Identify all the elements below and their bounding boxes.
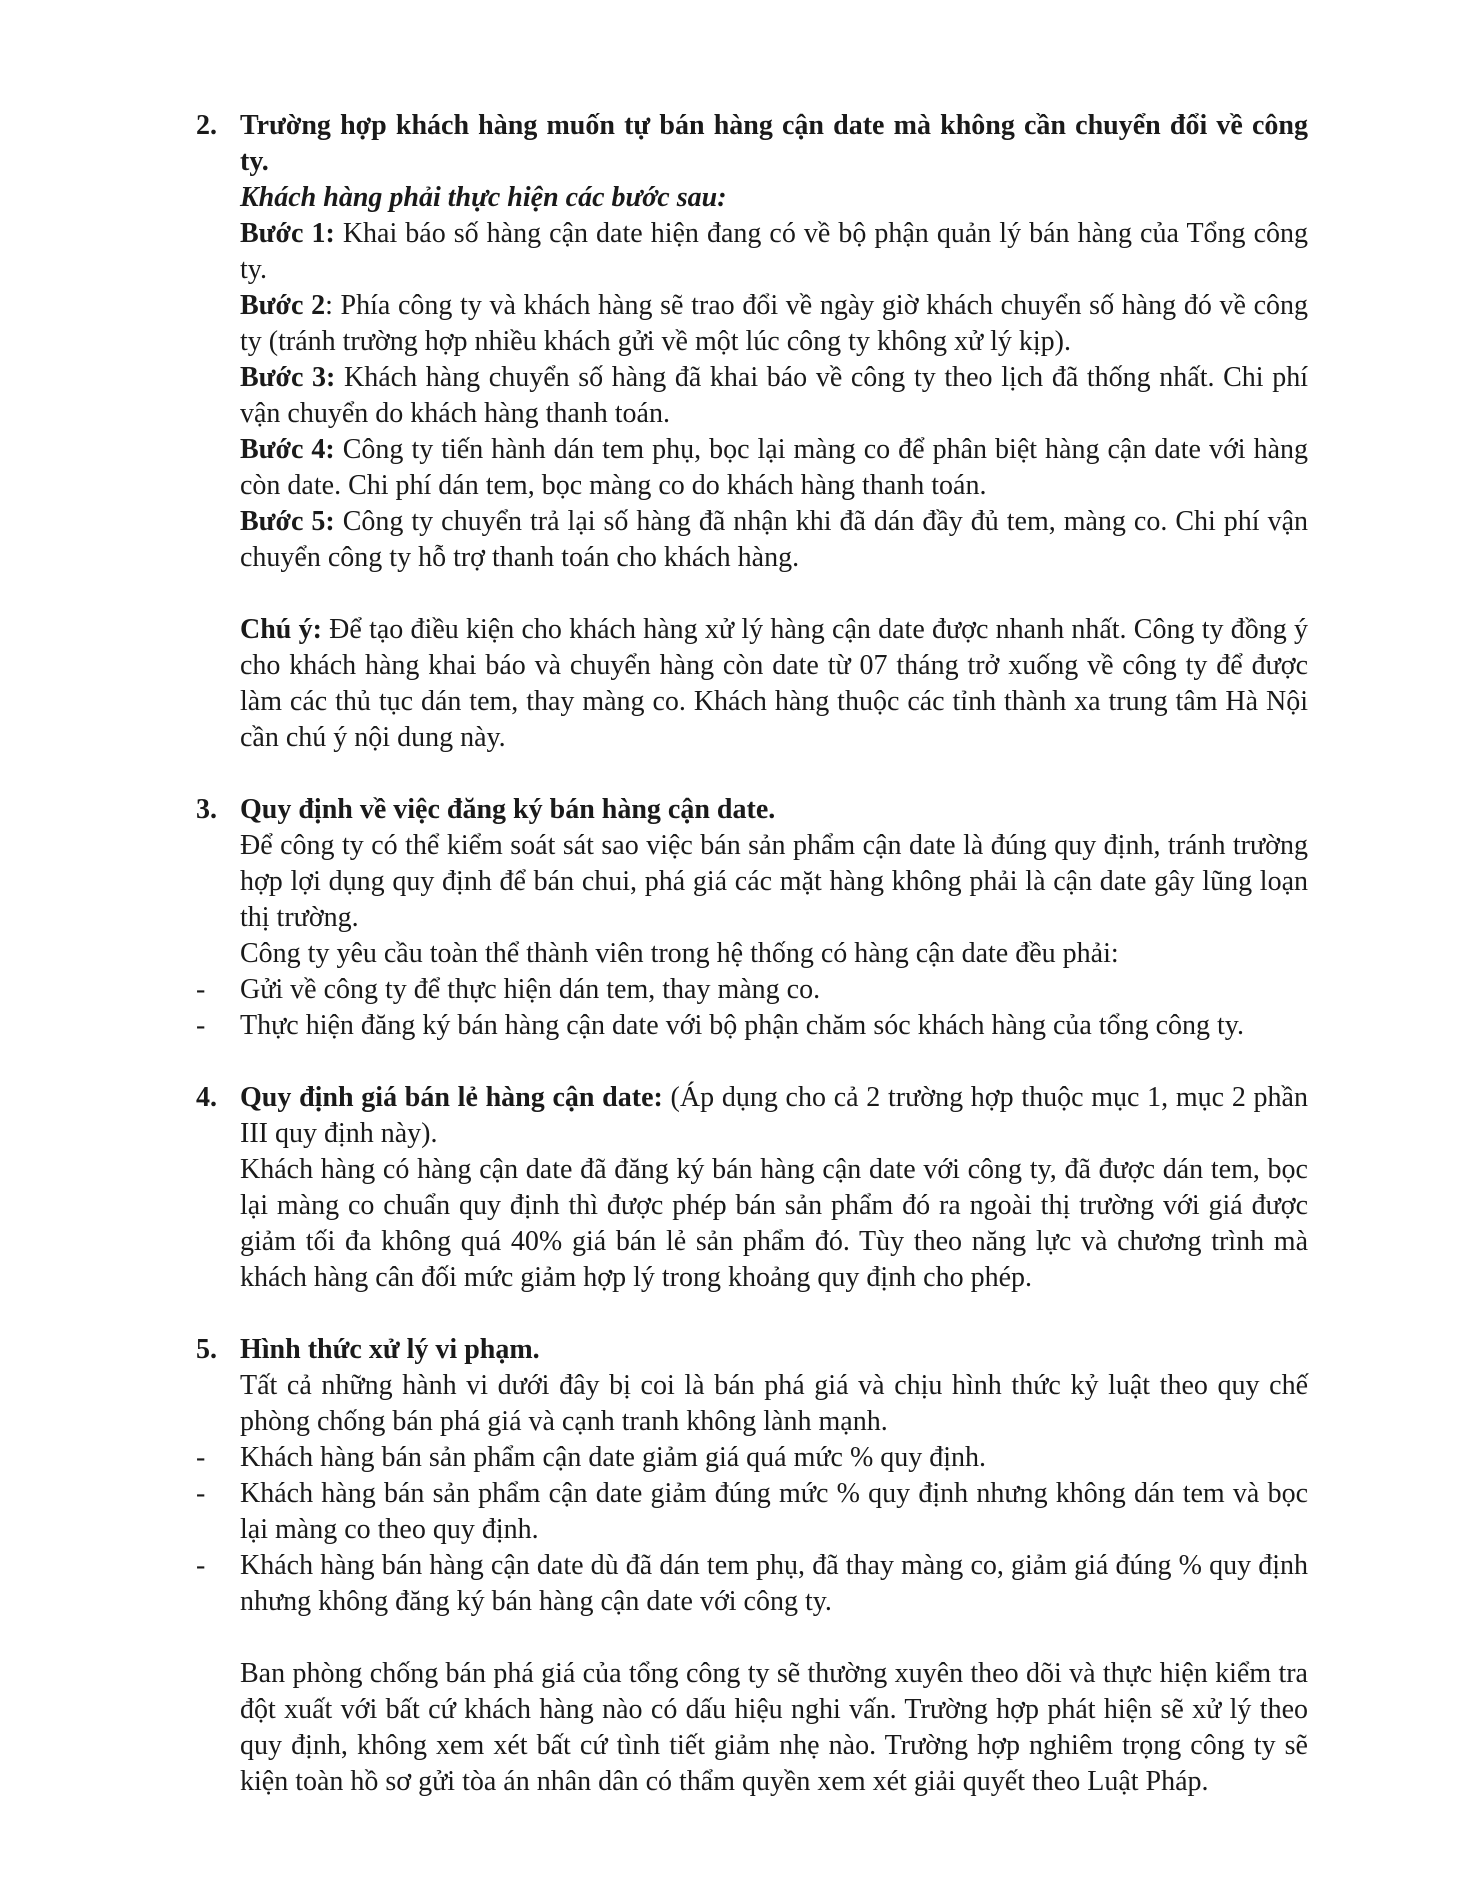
dash-bullet: - [196,1550,206,1581]
bullet-item [196,972,1308,1008]
section-heading: Hình thức xử lý vi phạm. [240,1334,540,1365]
section-number: 2. [196,110,217,141]
dash-bullet: - [196,1442,206,1473]
bullet-text: Thực hiện đăng ký bán hàng cận date với bộ phận chăm sóc khách hàng của tổng công ty. [240,1010,1244,1041]
section-2 [196,108,1308,756]
section-5 [196,1332,1308,1800]
step-1 [240,216,1308,288]
step-5 [240,504,1308,576]
dash-bullet: - [196,1010,206,1041]
section-heading: Quy định giá bán lẻ hàng cận date: [240,1082,663,1113]
bullet-text: Gửi về công ty để thực hiện dán tem, thay màng co. [240,974,821,1005]
step-text: : Phía công ty và khách hàng sẽ trao đổi về ngày giờ khách chuyển số hàng đó về công ty (tránh trường hợp nhiều khách gửi về một lúc công ty không xử lý kịp). [240,290,1308,357]
step-text: Khai báo số hàng cận date hiện đang có về bộ phận quản lý bán hàng của Tổng công ty. [240,218,1309,285]
paragraph: Tất cả những hành vi dưới đây bị coi là bán phá giá và chịu hình thức kỷ luật theo quy chế phòng chống bán phá giá và cạnh tranh không lành mạnh. [240,1370,1308,1437]
step-text: Công ty tiến hành dán tem phụ, bọc lại màng co để phân biệt hàng cận date với hàng còn date. Chi phí dán tem, bọc màng co do khách hàng thanh toán. [240,434,1309,501]
note-paragraph [240,612,1308,756]
bullet-item [196,1476,1308,1548]
step-label: Bước 4: [240,434,335,465]
step-4 [240,432,1308,504]
bullet-item [196,1008,1308,1044]
bullet-item [196,1440,1308,1476]
step-3 [240,360,1308,432]
step-2 [240,288,1308,360]
section-number: 5. [196,1334,217,1365]
section-heading-tail: (Áp dụng cho cả 2 trường hợp thuộc mục 1, mục 2 phần III quy định này). [240,1082,1308,1149]
step-label: Bước 1: [240,218,335,249]
bullet-item [196,1548,1308,1620]
section-heading: Quy định về việc đăng ký bán hàng cận date. [240,794,776,825]
bullet-text: Khách hàng bán sản phẩm cận date giảm giá quá mức % quy định. [240,1442,987,1473]
section-subheading: Khách hàng phải thực hiện các bước sau: [240,182,727,213]
step-label: Bước 2 [240,290,326,321]
section-number: 4. [196,1082,217,1113]
section-heading: Trường hợp khách hàng muốn tự bán hàng cận date mà không cần chuyển đổi về công ty. [240,110,1308,177]
paragraph: Để công ty có thể kiểm soát sát sao việc bán sản phẩm cận date là đúng quy định, tránh trường hợp lợi dụng quy định để bán chui, phá giá các mặt hàng không phải là cận date gây lũng loạn thị trường. [240,830,1308,933]
note-text: Để tạo điều kiện cho khách hàng xử lý hàng cận date được nhanh nhất. Công ty đồng ý cho khách hàng khai báo và chuyển hàng còn date từ 07 tháng trở xuống về công ty để được làm các thủ tục dán tem, thay màng co. Khách hàng thuộc các tỉnh thành xa trung tâm Hà Nội cần chú ý nội dung này. [240,614,1308,753]
step-label: Bước 3: [240,362,336,393]
step-label: Bước 5: [240,506,335,537]
step-text: Khách hàng chuyển số hàng đã khai báo về công ty theo lịch đã thống nhất. Chi phí vận chuyển do khách hàng thanh toán. [240,362,1308,429]
paragraph: Công ty yêu cầu toàn thể thành viên trong hệ thống có hàng cận date đều phải: [240,938,1119,969]
bullet-text: Khách hàng bán hàng cận date dù đã dán tem phụ, đã thay màng co, giảm giá đúng % quy định nhưng không đăng ký bán hàng cận date với công ty. [240,1550,1308,1617]
closing-paragraph: Ban phòng chống bán phá giá của tổng công ty sẽ thường xuyên theo dõi và thực hiện kiểm tra đột xuất với bất cứ khách hàng nào có dấu hiệu nghi vấn. Trường hợp phát hiện sẽ xử lý theo quy định, không xem xét bất cứ tình tiết giảm nhẹ nào. Trường hợp nghiêm trọng công ty sẽ kiện toàn hồ sơ gửi tòa án nhân dân có thẩm quyền xem xét giải quyết theo Luật Pháp. [240,1658,1308,1797]
section-heading-line [240,1080,1308,1152]
bullet-text: Khách hàng bán sản phẩm cận date giảm đúng mức % quy định nhưng không dán tem và bọc lại màng co theo quy định. [240,1478,1308,1545]
note-label: Chú ý: [240,614,322,645]
paragraph: Khách hàng có hàng cận date đã đăng ký bán hàng cận date với công ty, đã được dán tem, bọc lại màng co chuẩn quy định thì được phép bán sản phẩm đó ra ngoài thị trường với giá được giảm tối đa không quá 40% giá bán lẻ sản phẩm đó. Tùy theo năng lực và chương trình mà khách hàng cân đối mức giảm hợp lý trong khoảng quy định cho phép. [240,1154,1308,1293]
section-4 [196,1080,1308,1296]
section-3 [196,792,1308,1044]
section-number: 3. [196,794,217,825]
dash-bullet: - [196,974,206,1005]
dash-bullet: - [196,1478,206,1509]
step-text: Công ty chuyển trả lại số hàng đã nhận khi đã dán đầy đủ tem, màng co. Chi phí vận chuyển công ty hỗ trợ thanh toán cho khách hàng. [240,506,1308,573]
